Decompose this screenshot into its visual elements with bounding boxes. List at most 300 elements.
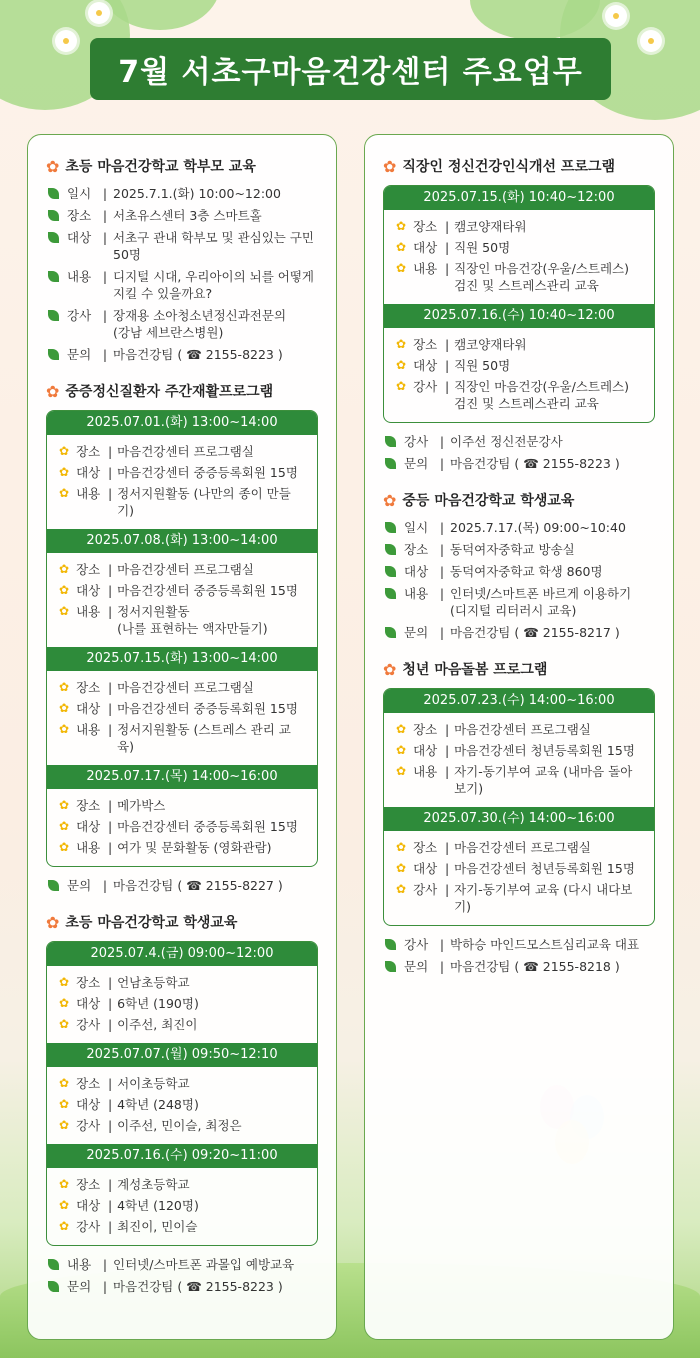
row-separator: | (102, 1257, 108, 1272)
yellow-flower-icon: ✿ (59, 465, 70, 479)
green-leaf-icon (48, 188, 59, 199)
row-label: 내용 (76, 486, 101, 501)
row-label: 대상 (76, 583, 101, 598)
row-separator: | (102, 269, 108, 284)
row-value: 마음건강팀 ( ☎ 2155-8227 ) (113, 878, 283, 893)
row-value: 마음건강센터 중증등록회원 15명 (117, 819, 298, 834)
green-leaf-icon (385, 566, 396, 577)
section-title-text: 중등 마음건강학교 학생교육 (402, 493, 575, 509)
row-value: 직장인 마음건강(우울/스트레스) 검진 및 스트레스관리 교육 (454, 379, 629, 411)
yellow-flower-icon: ✿ (59, 1198, 70, 1212)
row-separator: | (444, 764, 450, 779)
schedule-box (46, 941, 318, 1246)
row-label: 강사 (76, 1017, 101, 1032)
row-value: 메가박스 (117, 798, 166, 813)
session-detail-row (57, 1218, 307, 1235)
session-detail-row (394, 218, 644, 235)
yellow-flower-icon: ✿ (59, 840, 70, 854)
info-row (383, 936, 655, 953)
row-separator: | (444, 861, 450, 876)
session-detail-row (57, 582, 307, 599)
row-separator: | (444, 219, 450, 234)
info-row (46, 1256, 318, 1273)
row-separator: | (107, 1097, 113, 1112)
session-detail-row (57, 721, 307, 755)
right-column (364, 134, 674, 1340)
row-label: 강사 (76, 1219, 101, 1234)
row-label: 장소 (76, 1177, 101, 1192)
row-label: 내용 (67, 1257, 92, 1272)
session-details (47, 789, 317, 866)
row-label: 문의 (67, 878, 92, 893)
row-value: 마음건강센터 프로그램실 (117, 444, 254, 459)
section-title (383, 658, 655, 680)
row-value: 인터넷/스마트폰 바르게 이용하기 (디지털 리터러시 교육) (450, 586, 632, 618)
row-label: 강사 (404, 434, 429, 449)
session-details (47, 435, 317, 529)
green-leaf-icon (48, 880, 59, 891)
session-detail-row (57, 464, 307, 481)
row-separator: | (102, 1279, 108, 1294)
row-value: 서초구 관내 학부모 및 관심있는 구민 50명 (113, 230, 314, 262)
green-leaf-icon (48, 232, 59, 243)
orange-flower-icon: ✿ (46, 156, 60, 176)
info-row (46, 346, 318, 363)
yellow-flower-icon: ✿ (59, 1097, 70, 1111)
section-title-text: 초등 마음건강학교 학생교육 (65, 915, 238, 931)
row-label: 대상 (413, 743, 438, 758)
yellow-flower-icon: ✿ (59, 486, 70, 500)
row-value: 마음건강팀 ( ☎ 2155-8223 ) (450, 456, 620, 471)
info-row (383, 455, 655, 472)
row-value: 이주선, 민이슬, 최정은 (117, 1118, 242, 1133)
section-title-text: 직장인 정신건강인식개선 프로그램 (402, 159, 616, 175)
row-separator: | (444, 358, 450, 373)
row-label: 일시 (67, 186, 92, 201)
row-separator: | (107, 604, 113, 619)
session-date-bar: 2025.07.4.(금) 09:00~12:00 (47, 942, 317, 966)
green-leaf-icon (48, 271, 59, 282)
green-leaf-icon (385, 939, 396, 950)
info-row (383, 585, 655, 619)
session-date-bar: 2025.07.15.(화) 13:00~14:00 (47, 647, 317, 671)
row-separator: | (102, 347, 108, 362)
orange-flower-icon: ✿ (46, 912, 60, 932)
section-title (383, 155, 655, 177)
row-separator: | (102, 208, 108, 223)
row-value: 마음건강센터 프로그램실 (117, 680, 254, 695)
row-label: 대상 (413, 240, 438, 255)
info-row (46, 207, 318, 224)
schedule-box (383, 688, 655, 926)
green-leaf-icon (48, 210, 59, 221)
left-column (27, 134, 337, 1340)
row-separator: | (439, 937, 445, 952)
session-detail-row (57, 1197, 307, 1214)
yellow-flower-icon: ✿ (59, 798, 70, 812)
row-label: 대상 (67, 230, 92, 245)
green-leaf-icon (48, 1281, 59, 1292)
session-detail-row (394, 881, 644, 915)
info-row (46, 185, 318, 202)
green-leaf-icon (385, 458, 396, 469)
row-value: 자기-동기부여 교육 (다시 내다보기) (454, 882, 633, 914)
session-detail-row (394, 860, 644, 877)
session-detail-row (394, 378, 644, 412)
yellow-flower-icon: ✿ (396, 722, 407, 736)
row-separator: | (439, 959, 445, 974)
row-label: 장소 (413, 219, 438, 234)
row-value: 2025.7.1.(화) 10:00~12:00 (113, 186, 281, 201)
row-value: 서초유스센터 3층 스마트홀 (113, 208, 262, 223)
yellow-flower-icon: ✿ (59, 975, 70, 989)
row-value: 마음건강센터 프로그램실 (454, 840, 591, 855)
row-separator: | (102, 186, 108, 201)
info-row (383, 563, 655, 580)
yellow-flower-icon: ✿ (59, 819, 70, 833)
row-separator: | (107, 996, 113, 1011)
session-detail-row (57, 443, 307, 460)
info-row (46, 229, 318, 263)
schedule-box (46, 410, 318, 867)
info-row (46, 1278, 318, 1295)
row-label: 내용 (76, 604, 101, 619)
row-separator: | (102, 308, 108, 323)
row-label: 장소 (67, 208, 92, 223)
row-separator: | (439, 520, 445, 535)
row-value: 정서지원활동 (나만의 종이 만들기) (117, 486, 291, 518)
info-row (383, 541, 655, 558)
row-separator: | (444, 379, 450, 394)
session-detail-row (57, 1176, 307, 1193)
row-separator: | (107, 1017, 113, 1032)
row-value: 장재용 소아청소년정신과전문의 (강남 세브란스병원) (113, 308, 287, 340)
row-value: 인터넷/스마트폰 과몰입 예방교육 (113, 1257, 295, 1272)
section-title-text: 청년 마음돌봄 프로그램 (402, 662, 548, 678)
schedule-box (383, 185, 655, 423)
section-title-text: 중증정신질환자 주간재활프로그램 (65, 384, 274, 400)
session-detail-row (57, 700, 307, 717)
row-separator: | (107, 1219, 113, 1234)
row-value: 마음건강팀 ( ☎ 2155-8218 ) (450, 959, 620, 974)
row-label: 문의 (404, 959, 429, 974)
session-list (383, 185, 655, 472)
row-separator: | (107, 1177, 113, 1192)
row-value: 여가 및 문화활동 (영화관람) (117, 840, 272, 855)
session-details (384, 713, 654, 807)
row-separator: | (444, 240, 450, 255)
yellow-flower-icon: ✿ (396, 240, 407, 254)
yellow-flower-icon: ✿ (59, 604, 70, 618)
section-title (383, 489, 655, 511)
section-title (46, 380, 318, 402)
row-label: 장소 (413, 337, 438, 352)
session-list (46, 410, 318, 894)
green-leaf-icon (48, 310, 59, 321)
row-value: 2025.7.17.(목) 09:00~10:40 (450, 520, 626, 535)
flower-decoration (55, 30, 77, 52)
session-detail-row (394, 357, 644, 374)
yellow-flower-icon: ✿ (396, 861, 407, 875)
yellow-flower-icon: ✿ (59, 1076, 70, 1090)
row-separator: | (444, 261, 450, 276)
row-label: 대상 (76, 465, 101, 480)
row-label: 내용 (413, 764, 438, 779)
row-label: 장소 (76, 975, 101, 990)
row-separator: | (107, 798, 113, 813)
row-separator: | (107, 486, 113, 501)
yellow-flower-icon: ✿ (59, 722, 70, 736)
session-date-bar: 2025.07.01.(화) 13:00~14:00 (47, 411, 317, 435)
row-separator: | (107, 819, 113, 834)
green-leaf-icon (385, 627, 396, 638)
session-detail-row (394, 742, 644, 759)
row-value: 마음건강팀 ( ☎ 2155-8217 ) (450, 625, 620, 640)
session-details (47, 1067, 317, 1144)
green-leaf-icon (385, 436, 396, 447)
section-title (46, 155, 318, 177)
orange-flower-icon: ✿ (383, 659, 397, 679)
row-separator: | (102, 230, 108, 245)
session-date-bar: 2025.07.16.(수) 09:20~11:00 (47, 1144, 317, 1168)
row-value: 마음건강센터 프로그램실 (117, 562, 254, 577)
info-row (46, 268, 318, 302)
session-detail-row (57, 995, 307, 1012)
row-label: 문의 (404, 456, 429, 471)
row-value: 4학년 (120명) (117, 1198, 199, 1213)
session-details (384, 210, 654, 304)
yellow-flower-icon: ✿ (59, 996, 70, 1010)
row-label: 대상 (76, 701, 101, 716)
row-separator: | (107, 1198, 113, 1213)
session-detail-row (57, 679, 307, 696)
yellow-flower-icon: ✿ (396, 764, 407, 778)
yellow-flower-icon: ✿ (59, 701, 70, 715)
row-label: 문의 (404, 625, 429, 640)
session-date-bar: 2025.07.07.(월) 09:50~12:10 (47, 1043, 317, 1067)
session-detail-row (57, 1117, 307, 1134)
info-list (383, 519, 655, 641)
row-label: 강사 (67, 308, 92, 323)
row-separator: | (107, 562, 113, 577)
session-date-bar: 2025.07.23.(수) 14:00~16:00 (384, 689, 654, 713)
yellow-flower-icon: ✿ (59, 583, 70, 597)
row-value: 직원 50명 (454, 358, 511, 373)
row-value: 이주선, 최진이 (117, 1017, 198, 1032)
row-value: 직원 50명 (454, 240, 511, 255)
session-detail-row (394, 260, 644, 294)
row-separator: | (107, 975, 113, 990)
row-value: 계성초등학교 (117, 1177, 190, 1192)
row-separator: | (439, 456, 445, 471)
green-leaf-icon (385, 961, 396, 972)
session-detail-row (394, 763, 644, 797)
session-detail-row (57, 485, 307, 519)
info-row (46, 307, 318, 341)
yellow-flower-icon: ✿ (396, 379, 407, 393)
info-row (383, 624, 655, 641)
session-detail-row (57, 818, 307, 835)
info-row (46, 877, 318, 894)
yellow-flower-icon: ✿ (59, 1017, 70, 1031)
row-label: 대상 (413, 861, 438, 876)
row-separator: | (444, 882, 450, 897)
row-label: 일시 (404, 520, 429, 535)
row-separator: | (107, 722, 113, 737)
yellow-flower-icon: ✿ (396, 743, 407, 757)
row-separator: | (107, 583, 113, 598)
session-detail-row (57, 797, 307, 814)
row-value: 디지털 시대, 우리아이의 뇌를 어떻게 지킬 수 있을까요? (113, 269, 314, 301)
row-separator: | (444, 337, 450, 352)
row-separator: | (107, 465, 113, 480)
row-value: 박하승 마인드모스트심리교육 대표 (450, 937, 640, 952)
row-label: 장소 (76, 680, 101, 695)
green-leaf-icon (48, 1259, 59, 1270)
row-label: 장소 (76, 444, 101, 459)
row-separator: | (107, 444, 113, 459)
orange-flower-icon: ✿ (383, 156, 397, 176)
info-row (383, 958, 655, 975)
row-separator: | (102, 878, 108, 893)
row-label: 강사 (76, 1118, 101, 1133)
row-value: 마음건강센터 프로그램실 (454, 722, 591, 737)
row-label: 문의 (67, 1279, 92, 1294)
row-value: 직장인 마음건강(우울/스트레스) 검진 및 스트레스관리 교육 (454, 261, 629, 293)
row-value: 6학년 (190명) (117, 996, 199, 1011)
row-label: 장소 (413, 840, 438, 855)
session-details (47, 671, 317, 765)
row-label: 대상 (404, 564, 429, 579)
row-label: 내용 (404, 586, 429, 601)
row-label: 장소 (404, 542, 429, 557)
row-separator: | (107, 840, 113, 855)
session-detail-row (57, 839, 307, 856)
session-details (384, 328, 654, 422)
row-label: 내용 (76, 722, 101, 737)
yellow-flower-icon: ✿ (396, 882, 407, 896)
row-label: 강사 (404, 937, 429, 952)
row-label: 내용 (67, 269, 92, 284)
row-label: 문의 (67, 347, 92, 362)
session-detail-row (57, 603, 307, 637)
row-separator: | (444, 743, 450, 758)
flower-decoration (88, 2, 110, 24)
session-detail-row (57, 1016, 307, 1033)
info-row (383, 433, 655, 450)
session-details (384, 831, 654, 925)
row-value: 마음건강센터 청년등록회원 15명 (454, 861, 635, 876)
row-label: 내용 (76, 840, 101, 855)
session-detail-row (394, 839, 644, 856)
row-separator: | (439, 434, 445, 449)
row-value: 동덕여자중학교 학생 860명 (450, 564, 603, 579)
row-separator: | (439, 542, 445, 557)
session-detail-row (394, 336, 644, 353)
session-date-bar: 2025.07.16.(수) 10:40~12:00 (384, 304, 654, 328)
row-value: 마음건강센터 청년등록회원 15명 (454, 743, 635, 758)
row-separator: | (439, 586, 445, 601)
yellow-flower-icon: ✿ (59, 1219, 70, 1233)
yellow-flower-icon: ✿ (59, 562, 70, 576)
row-separator: | (439, 564, 445, 579)
row-separator: | (107, 680, 113, 695)
yellow-flower-icon: ✿ (396, 219, 407, 233)
session-detail-row (57, 1075, 307, 1092)
yellow-flower-icon: ✿ (59, 1118, 70, 1132)
green-leaf-icon (48, 349, 59, 360)
row-value: 언남초등학교 (117, 975, 190, 990)
row-value: 마음건강팀 ( ☎ 2155-8223 ) (113, 347, 283, 362)
yellow-flower-icon: ✿ (396, 358, 407, 372)
row-separator: | (107, 1118, 113, 1133)
row-separator: | (439, 625, 445, 640)
section-title (46, 911, 318, 933)
row-separator: | (444, 840, 450, 855)
row-value: 마음건강센터 중증등록회원 15명 (117, 465, 298, 480)
session-details (47, 1168, 317, 1245)
row-value: 동덕여자중학교 방송실 (450, 542, 575, 557)
yellow-flower-icon: ✿ (59, 680, 70, 694)
page-title: 7월 서초구마음건강센터 주요업무 (90, 38, 611, 100)
yellow-flower-icon: ✿ (59, 444, 70, 458)
row-label: 대상 (413, 358, 438, 373)
session-detail-row (57, 1096, 307, 1113)
row-value: 마음건강센터 중증등록회원 15명 (117, 583, 298, 598)
session-detail-row (57, 974, 307, 991)
row-label: 장소 (76, 798, 101, 813)
flower-decoration (605, 5, 627, 27)
yellow-flower-icon: ✿ (396, 337, 407, 351)
row-value: 자기-동기부여 교육 (내마음 돌아보기) (454, 764, 633, 796)
row-value: 4학년 (248명) (117, 1097, 199, 1112)
orange-flower-icon: ✿ (383, 490, 397, 510)
session-list (46, 941, 318, 1295)
row-separator: | (107, 701, 113, 716)
orange-flower-icon: ✿ (46, 381, 60, 401)
green-leaf-icon (385, 588, 396, 599)
row-label: 장소 (76, 562, 101, 577)
session-date-bar: 2025.07.15.(화) 10:40~12:00 (384, 186, 654, 210)
session-date-bar: 2025.07.08.(화) 13:00~14:00 (47, 529, 317, 553)
row-value: 최진이, 민이슬 (117, 1219, 198, 1234)
row-label: 강사 (413, 379, 438, 394)
session-detail-row (394, 721, 644, 738)
row-label: 강사 (413, 882, 438, 897)
row-label: 대상 (76, 996, 101, 1011)
session-detail-row (394, 239, 644, 256)
row-value: 서이초등학교 (117, 1076, 190, 1091)
row-label: 장소 (76, 1076, 101, 1091)
session-date-bar: 2025.07.30.(수) 14:00~16:00 (384, 807, 654, 831)
session-list (383, 688, 655, 975)
row-label: 대상 (76, 1198, 101, 1213)
info-list (46, 185, 318, 363)
row-value: 이주선 정신전문강사 (450, 434, 563, 449)
section-title-text: 초등 마음건강학교 학부모 교육 (65, 159, 256, 175)
flower-decoration (640, 30, 662, 52)
yellow-flower-icon: ✿ (59, 1177, 70, 1191)
info-row (383, 519, 655, 536)
row-value: 정서지원활동 (스트레스 관리 교육) (117, 722, 291, 754)
row-label: 장소 (413, 722, 438, 737)
row-value: 마음건강팀 ( ☎ 2155-8223 ) (113, 1279, 283, 1294)
row-label: 대상 (76, 819, 101, 834)
session-details (47, 966, 317, 1043)
row-separator: | (107, 1076, 113, 1091)
row-separator: | (444, 722, 450, 737)
row-value: 정서지원활동 (나를 표현하는 액자만들기) (117, 604, 268, 636)
